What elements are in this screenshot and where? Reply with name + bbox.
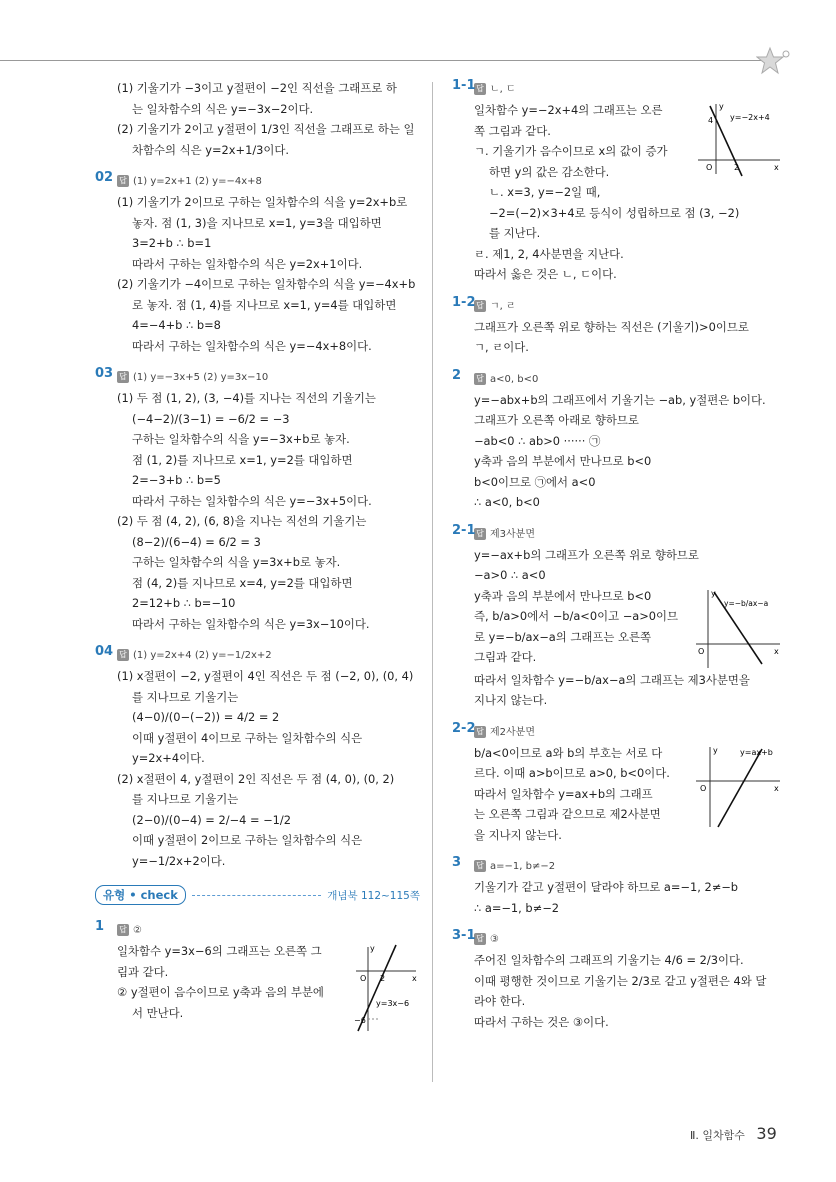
- answer-tag-icon: 답: [474, 83, 486, 95]
- text-line: ㄹ. 제1, 2, 4사분면을 지난다.: [474, 246, 624, 261]
- text-line: −ab<0 ∴ ab>0 ······ ㉠: [474, 433, 601, 448]
- graph-2-1: [694, 586, 782, 670]
- text-line: 로 놓자. 점 (1, 4)를 지나므로 x=1, y=4를 대입하면: [132, 297, 397, 312]
- text-line: 일차함수 y=3x−6의 그래프는 오른쪽 그: [117, 944, 322, 958]
- equation-label: y=ax+b: [740, 747, 773, 757]
- x-axis-label: x: [412, 974, 417, 983]
- answer-tag-icon: 답: [474, 860, 486, 872]
- text-line: 르다. 이때 a>b이므로 a>0, b<0이다.: [474, 766, 670, 780]
- text-line: 는 오른쪽 그림과 같으므로 제2사분면: [474, 807, 661, 821]
- y-intercept-label: 4: [708, 116, 714, 125]
- problem-2-1: [452, 523, 782, 711]
- answer: (1) y=2x+1 (2) y=−4x+8: [133, 176, 262, 187]
- star-icon: [756, 46, 792, 76]
- answer: ②: [133, 925, 142, 936]
- equation-label: y=−b/ax−a: [724, 598, 769, 608]
- text-line: y=−1/2x+2이다.: [132, 853, 226, 868]
- text-line: 이때 y절편이 4이므로 구하는 일차함수의 식은: [132, 730, 363, 745]
- text-line: 4=−4+b ∴ b=8: [132, 318, 221, 332]
- y-axis-label: y: [711, 588, 716, 598]
- y-axis-label: y: [719, 102, 724, 111]
- text-line: 즉, b/a>0에서 −b/a<0이고 −a>0이므: [474, 609, 679, 623]
- text-line: 따라서 일차함수 y=ax+b의 그래프: [474, 786, 653, 801]
- answer-tag-icon: 답: [474, 300, 486, 312]
- x-intercept-label: 2: [380, 974, 386, 983]
- answer-tag-icon: 답: [474, 528, 486, 540]
- origin-label: O: [360, 974, 367, 983]
- text-line: (4−0)/(0−(−2)) = 4/2 = 2: [132, 710, 280, 724]
- text-line: (1) 기울기가 2이므로 구하는 일차함수의 식을 y=2x+b로: [117, 195, 408, 209]
- problem-02: [95, 170, 420, 356]
- reference-link: 개념북 112~115쪽: [327, 889, 420, 902]
- answer-tag-icon: 답: [117, 175, 129, 187]
- text-line: 이때 y절편이 2이므로 구하는 일차함수의 식은: [132, 833, 363, 847]
- text-line: 라야 한다.: [474, 994, 526, 1008]
- text-line: (8−2)/(6−4) = 6/2 = 3: [132, 534, 261, 549]
- text-line: 구하는 일차함수의 식을 y=−3x+b로 놓자.: [132, 432, 350, 446]
- text-line: 주어진 일차함수의 그래프의 기울기는 4/6 = 2/3이다.: [474, 953, 744, 967]
- text-line: 놓자. 점 (1, 3)을 지나므로 x=1, y=3을 대입하면: [132, 215, 382, 230]
- problem-number: 1-1: [452, 78, 476, 93]
- dashed-rule: [192, 895, 321, 896]
- text-line: (2) 기울기가 2이고 y절편이 1/3인 직선을 그래프로 하는 일: [117, 122, 415, 136]
- page-footer: [690, 1124, 777, 1143]
- text-line: 를 지나므로 기울기는: [132, 689, 239, 704]
- y-intercept-label: −6: [354, 1016, 366, 1025]
- problem-1: [95, 919, 420, 1033]
- answer: 제2사분면: [490, 726, 536, 738]
- problem-04: [95, 644, 420, 871]
- answer: ③: [490, 934, 499, 945]
- text-line: (1) x절편이 −2, y절편이 4인 직선은 두 점 (−2, 0), (0, 4): [117, 669, 414, 683]
- answer: a<0, b<0: [490, 373, 539, 385]
- problem-number: 2-2: [452, 720, 476, 736]
- text-line: y축과 음의 부분에서 만나므로 b<0: [474, 588, 652, 603]
- text-line: 따라서 구하는 일차함수의 식은 y=2x+1이다.: [132, 256, 363, 271]
- text-line: 기울기가 같고 y절편이 달라야 하므로 a=−1, 2≠−b: [474, 880, 739, 894]
- problem-number: 02: [95, 170, 114, 185]
- text-line: 를 지나므로 기울기는: [132, 792, 239, 806]
- section-badge: 유형 • check: [95, 885, 186, 905]
- text-line: 그래프가 오른쪽 아래로 향하므로: [474, 413, 639, 427]
- text-line: (2) 두 점 (4, 2), (6, 8)을 지나는 직선의 기울기는: [117, 514, 367, 528]
- text-line: 따라서 일차함수 y=−b/ax−a의 그래프는 제3사분면을: [474, 672, 750, 687]
- text-line: −a>0 ∴ a<0: [474, 568, 546, 582]
- text-line: b<0이므로 ㉠에서 a<0: [474, 474, 596, 489]
- text-line: 차함수의 식은 y=2x+1/3이다.: [132, 142, 290, 157]
- text-line: 림과 같다.: [117, 964, 169, 979]
- column-divider: [432, 82, 433, 1082]
- text-line: 3=2+b ∴ b=1: [132, 236, 212, 250]
- x-axis-label: x: [774, 163, 779, 172]
- answer: a=−1, b≠−2: [490, 861, 556, 872]
- problem-number: 3-1: [452, 928, 476, 943]
- problem-number: 04: [95, 644, 114, 659]
- text-line: b/a<0이므로 a와 b의 부호는 서로 다: [474, 745, 663, 760]
- text-line: y축과 음의 부분에서 만나므로 b<0: [474, 454, 652, 468]
- text-line: 따라서 옳은 것은 ㄴ, ㄷ이다.: [474, 267, 617, 281]
- text-line: 지나지 않는다.: [474, 693, 548, 707]
- problem-number: 2: [452, 367, 462, 383]
- x-axis-label: x: [774, 783, 779, 793]
- text-line: y=2x+4이다.: [132, 751, 205, 765]
- problem-number: 1-2: [452, 294, 476, 310]
- answer-tag-icon: 답: [474, 726, 486, 738]
- text-line: y=−ax+b의 그래프가 오른쪽 위로 향하므로: [474, 547, 699, 562]
- text-line: (2−0)/(0−4) = 2/−4 = −1/2: [132, 812, 292, 827]
- text-line: 을 지나지 않는다.: [474, 827, 562, 842]
- problem-3: [452, 855, 782, 918]
- text-line: (2) 기울기가 −4이므로 구하는 일차함수의 식을 y=−4x+b: [117, 277, 416, 291]
- y-axis-label: y: [370, 944, 375, 953]
- graph-2-2: [694, 743, 782, 829]
- text-line: 점 (1, 2)를 지나므로 x=1, y=2를 대입하면: [132, 452, 353, 467]
- text-line: 따라서 구하는 일차함수의 식은 y=3x−10이다.: [132, 616, 370, 631]
- page-number: 39: [756, 1124, 777, 1143]
- text-line: −2=(−2)×3+4로 등식이 성립하므로 점 (3, −2): [489, 205, 740, 220]
- answer-tag-icon: 답: [474, 933, 486, 945]
- text-line: ② y절편이 음수이므로 y축과 음의 부분에: [117, 985, 324, 999]
- equation-label: y=−2x+4: [730, 113, 770, 122]
- right-column: [452, 78, 782, 1042]
- problem-number: 03: [95, 366, 114, 381]
- text-line: (2) x절편이 4, y절편이 2인 직선은 두 점 (4, 0), (0, 2): [117, 771, 395, 786]
- problem-number: 2-1: [452, 522, 476, 538]
- text-line: y=−abx+b의 그래프에서 기울기는 −ab, y절편은 b이다.: [474, 392, 766, 407]
- text-line: 이때 평행한 것이므로 기울기는 2/3로 같고 y절편은 4와 달: [474, 973, 767, 988]
- problem-2-2: [452, 721, 782, 846]
- text-line: 그림과 같다.: [474, 650, 537, 664]
- problem-2: [452, 368, 782, 513]
- problem-3-1: [452, 928, 782, 1032]
- prev-solution: [95, 78, 420, 160]
- answer: (1) y=−3x+5 (2) y=3x−10: [133, 372, 269, 383]
- origin-label: O: [706, 163, 713, 172]
- text-line: ㄱ. 기울기가 음수이므로 x의 값이 증가: [474, 144, 668, 158]
- equation-label: y=3x−6: [376, 999, 410, 1008]
- problem-03: [95, 366, 420, 634]
- y-axis-label: y: [713, 745, 718, 755]
- text-line: 점 (4, 2)를 지나므로 x=4, y=2를 대입하면: [132, 575, 353, 590]
- top-rule: [0, 60, 770, 61]
- text-line: (1) 두 점 (1, 2), (3, −4)를 지나는 직선의 기울기는: [117, 391, 376, 405]
- text-line: 일차함수 y=−2x+4의 그래프는 오른: [474, 103, 663, 117]
- problem-1-2: [452, 295, 782, 358]
- problem-number: 3: [452, 855, 462, 870]
- answer: ㄴ, ㄷ: [490, 84, 516, 95]
- text-line: 는 일차함수의 식은 y=−3x−2이다.: [132, 101, 314, 116]
- x-intercept-label: 2: [734, 163, 740, 172]
- problem-number: 1: [95, 919, 105, 934]
- answer-tag-icon: 답: [474, 373, 486, 385]
- origin-label: O: [698, 646, 705, 656]
- text-line: ∴ a=−1, b≠−2: [474, 900, 559, 915]
- text-line: 를 지난다.: [489, 226, 541, 240]
- text-line: 하면 y의 값은 감소한다.: [489, 164, 610, 179]
- left-column: [95, 78, 420, 1043]
- text-line: 따라서 구하는 일차함수의 식은 y=−3x+5이다.: [132, 493, 372, 508]
- text-line: 따라서 구하는 것은 ③이다.: [474, 1014, 609, 1029]
- text-line: (1) 기울기가 −3이고 y절편이 −2인 직선을 그래프로 하: [117, 81, 397, 95]
- x-axis-label: x: [774, 646, 779, 656]
- text-line: 쪽 그림과 같다.: [474, 123, 551, 138]
- answer-tag-icon: 답: [117, 649, 129, 661]
- answer-tag-icon: 답: [117, 371, 129, 383]
- text-line: 2=−3+b ∴ b=5: [132, 473, 221, 487]
- problem-1-1: [452, 78, 782, 285]
- text-line: ㄱ, ㄹ이다.: [474, 340, 529, 354]
- text-line: ㄴ. x=3, y=−2일 때,: [489, 185, 601, 199]
- graph-y-neg2x-4: [694, 100, 782, 180]
- text-line: 그래프가 오른쪽 위로 향하는 직선은 (기울기)>0이므로: [474, 319, 749, 334]
- text-line: 로 y=−b/ax−a의 그래프는 오른쪽: [474, 629, 652, 644]
- answer-tag-icon: 답: [117, 924, 129, 936]
- origin-label: O: [700, 783, 707, 793]
- text-line: ∴ a<0, b<0: [474, 495, 540, 509]
- text-line: 서 만난다.: [132, 1005, 184, 1020]
- answer: (1) y=2x+4 (2) y=−1/2x+2: [133, 650, 272, 661]
- yuhyeong-check-header: [95, 885, 420, 905]
- text-line: 따라서 구하는 일차함수의 식은 y=−4x+8이다.: [132, 338, 372, 353]
- text-line: (−4−2)/(3−1) = −6/2 = −3: [132, 411, 290, 426]
- section-title: Ⅱ. 일차함수: [690, 1129, 745, 1142]
- answer: ㄱ, ㄹ: [490, 300, 516, 312]
- graph-y-3x-6: [354, 941, 420, 1033]
- answer: 제3사분면: [490, 528, 536, 540]
- text-line: 2=12+b ∴ b=−10: [132, 596, 236, 610]
- text-line: 구하는 일차함수의 식을 y=3x+b로 놓자.: [132, 555, 341, 569]
